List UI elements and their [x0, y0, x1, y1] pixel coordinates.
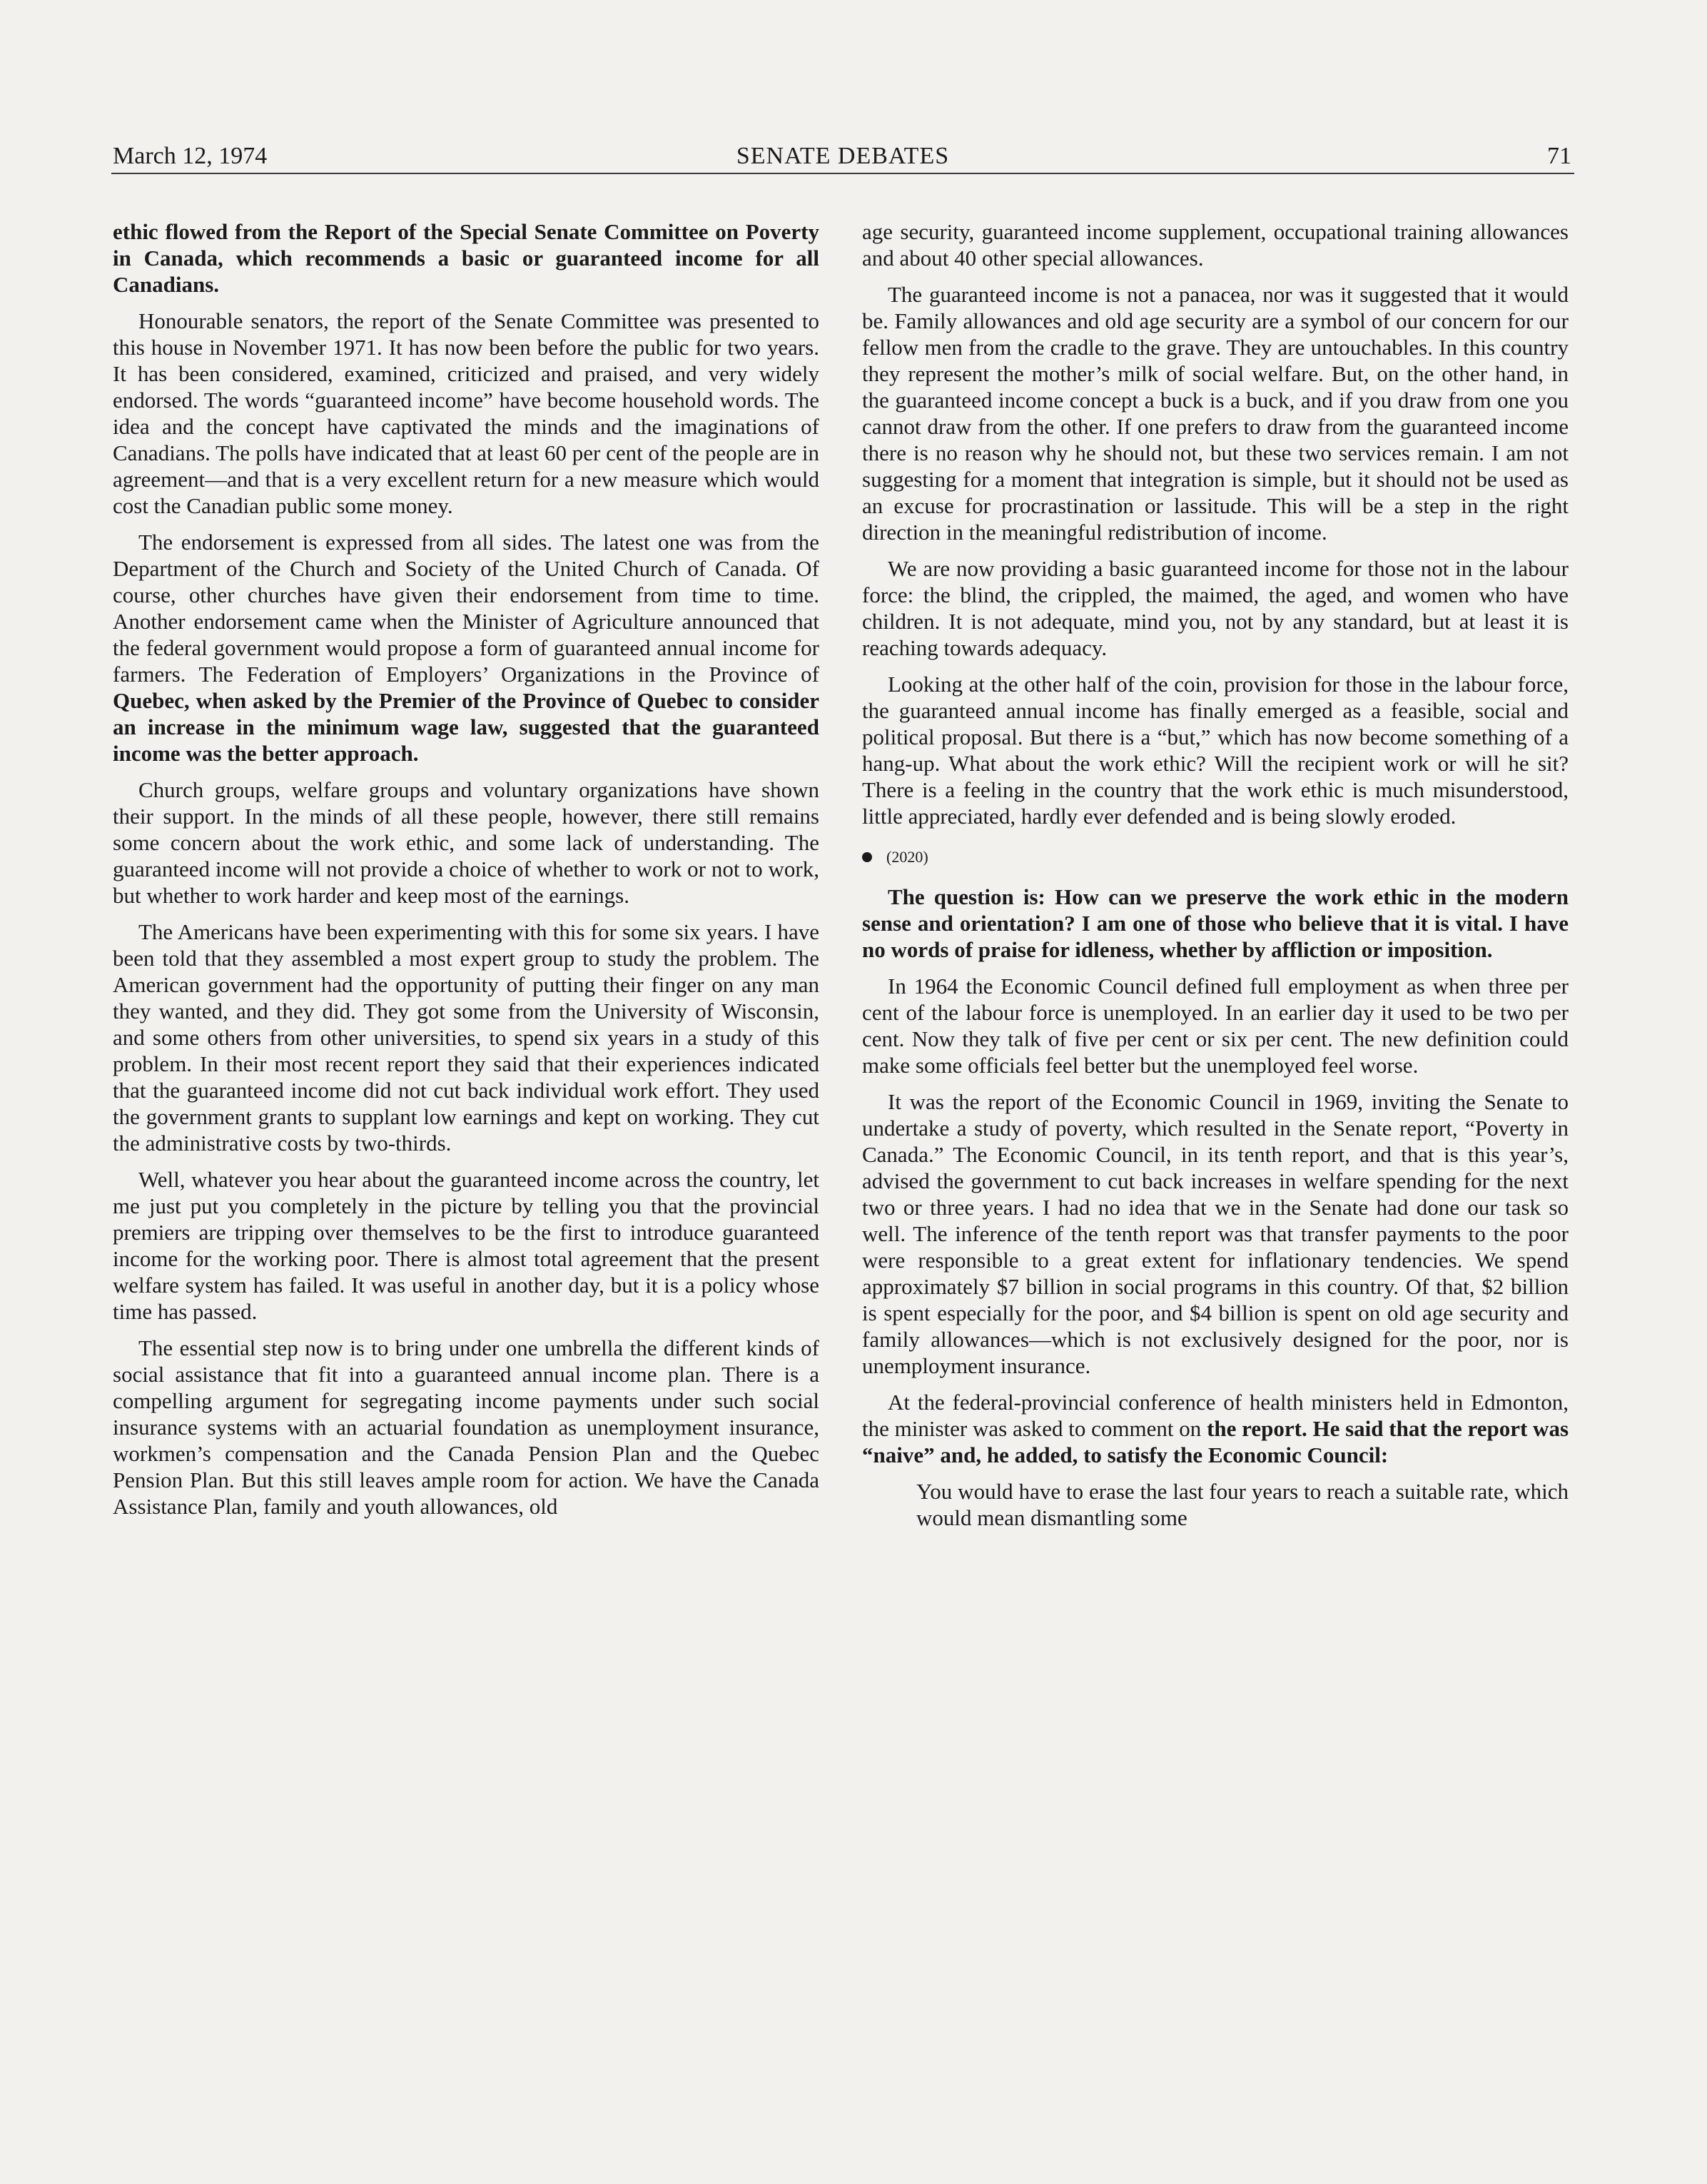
paragraph: Honourable senators, the report of the Senate Committee was presented to this house in November 1971. It has now been before the public for two years. It has been considered, examined, criticized and praised, and very widely endorsed. The words “guaranteed income” have become household words. The idea and the concept have captivated the minds and the imaginations of Canadians. The polls have indicated that at least 60 per cent of the people are in agreement—and that is a very excellent return for a new measure which would cost the Canadian public some money. [113, 308, 819, 518]
paragraph: age security, guaranteed income supplement, occupational training allowances and about 40 other special allowances. [862, 219, 1569, 271]
time-marker-label: (2020) [886, 848, 928, 866]
paragraph: Well, whatever you hear about the guaranteed income across the country, let me just put you completely in the picture by telling you that the provincial premiers are tripping over themselves to be the first to introduce guaranteed income for the working poor. There is almost total agreement that the present welfare system has failed. It was useful in another day, but it is a policy whose time has passed. [113, 1167, 819, 1324]
time-marker [862, 846, 1569, 868]
paragraph-text-bold: Quebec, when asked by the Premier of the Province of Quebec to consider an increase in the minimum wage law, suggested that the guaranteed income was the better approach. [113, 688, 819, 766]
block-quote: You would have to erase the last four years to reach a suitable rate, which would mean dismantling some [916, 1479, 1569, 1530]
header-title: SENATE DEBATES [736, 143, 950, 169]
paragraph [113, 529, 819, 767]
paragraph: It was the report of the Economic Council in 1969, inviting the Senate to undertake a study of poverty, which resulted in the Senate report, “Poverty in Canada.” The Economic Council, in its tenth report, and that is this year’s, advised the government to cut back increases in welfare spending for the next two or three years. I had no idea that we in the Senate had done our task so well. The inference of the tenth report was that transfer payments to the poor were responsible to a great extent for inflationary tendencies. We spend approximately $7 billion in social programs in this country. Of that, $2 billion is spent especially for the poor, and $4 billion is spent on old age security and family allowances—which is not exclusively designed for the poor, nor is unemployment insurance. [862, 1089, 1569, 1378]
paragraph [862, 1389, 1569, 1468]
left-column [113, 218, 819, 1530]
paragraph: The Americans have been experimenting with this for some six years. I have been told that they assembled a most expert group to study the problem. The American government had the opportunity of putting their finger on any man they wanted, and they did. They got some from the University of Wisconsin, and some others from other universities, to spend six years in a study of this problem. In their most recent report they said that their experiences indicated that the guaranteed income did not cut back individual work effort. They used the government grants to supplant low earnings and kept on working. They cut the administrative costs by two-thirds. [113, 919, 819, 1156]
page-header [111, 140, 1574, 174]
header-date: March 12, 1974 [113, 143, 268, 169]
bullet-dot-icon [862, 852, 872, 862]
paragraph: Church groups, welfare groups and voluntary organizations have shown their support. In the minds of all these people, however, there still remains some concern about the work ethic, and some lack of understanding. The guaranteed income will not provide a choice of whether to work or not to work, but whether to work harder and keep most of the earnings. [113, 777, 819, 908]
paragraph: We are now providing a basic guaranteed income for those not in the labour force: the blind, the crippled, the maimed, the aged, and women who have children. It is not adequate, mind you, not by any standard, but at least it is reaching towards adequacy. [862, 556, 1569, 660]
paragraph: The question is: How can we preserve the work ethic in the modern sense and orientation? I am one of those who believe that it is vital. I have no words of praise for idleness, whether by affliction or imposition. [862, 884, 1569, 962]
paragraph: The essential step now is to bring under one umbrella the different kinds of social assistance that fit into a guaranteed annual income plan. There is a compelling argument for segregating income payments under such social insurance systems with an actuarial foundation as unemployment insurance, workmen’s compensation and the Canada Pension Plan and the Quebec Pension Plan. But this still leaves ample room for action. We have the Canada Assistance Plan, family and youth allowances, old [113, 1335, 819, 1519]
paragraph-text: At the federal-provincial conference of health ministers held in Edmonton, the minister was asked to comment on [862, 1390, 1569, 1441]
paragraph: Looking at the other half of the coin, provision for those in the labour force, the guaranteed annual income has finally emerged as a feasible, social and political proposal. But there is a “but,” which has now become something of a hang-up. What about the work ethic? Will the recipient work or will he sit? There is a feeling in the country that the work ethic is much misunderstood, little appreciated, hardly ever defended and is being slowly eroded. [862, 672, 1569, 829]
paragraph-text-bold: the report. He said that the report was “naive” and, he added, to satisfy the Economic Council: [862, 1416, 1569, 1467]
paragraph-text: The endorsement is expressed from all sides. The latest one was from the Department of the Church and Society of the United Church of Canada. Of course, other churches have given their endorsement from time to time. Another endorsement came when the Minister of Agriculture announced that the federal government would propose a form of guaranteed annual income for farmers. The Federation of Employers’ Organizations in the Province of [113, 530, 819, 687]
page-number: 71 [1547, 143, 1571, 169]
right-column [862, 218, 1569, 1541]
paragraph: ethic flowed from the Report of the Special Senate Committee on Poverty in Canada, which recommends a basic or guaranteed income for all Canadians. [113, 219, 819, 297]
paragraph: In 1964 the Economic Council defined full employment as when three per cent of the labour force is unemployed. In an earlier day it used to be two per cent. Now they talk of five per cent or six per cent. The new definition could make some officials feel better but the unemployed feel worse. [862, 974, 1569, 1078]
paragraph: The guaranteed income is not a panacea, nor was it suggested that it would be. Family allowances and old age security are a symbol of our concern for our fellow men from the cradle to the grave. They are untouchables. In this country they represent the mother’s milk of social welfare. But, on the other hand, in the guaranteed income concept a buck is a buck, and if you draw from one you cannot draw from the other. If one prefers to draw from the guaranteed income there is no reason why he should not, but these two services remain. I am not suggesting for a moment that integration is simple, but it should not be used as an excuse for procrastination or lassitude. This will be a step in the right direction in the meaningful redistribution of income. [862, 282, 1569, 545]
